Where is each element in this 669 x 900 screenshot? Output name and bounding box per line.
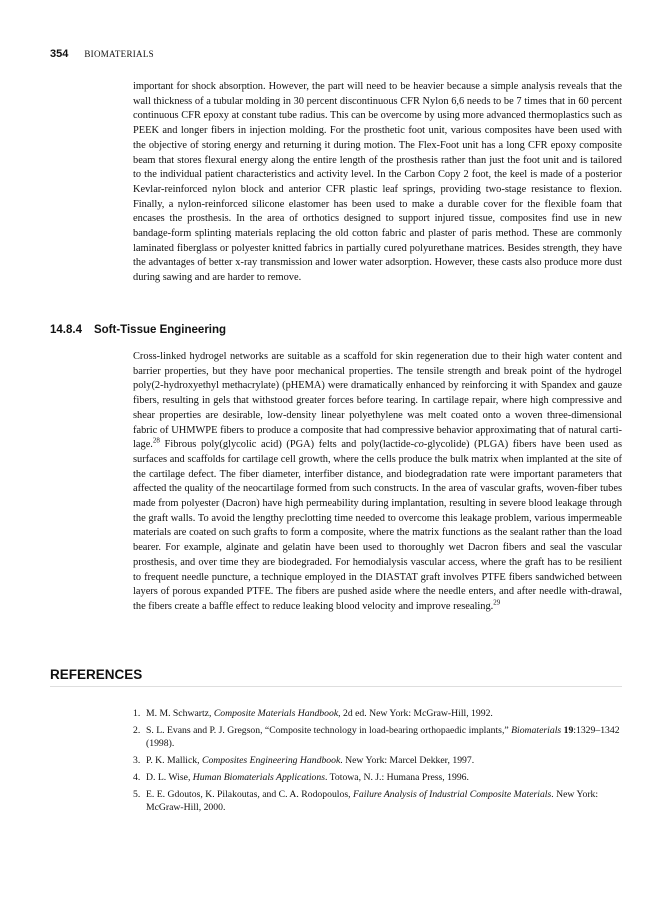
running-head: BIOMATERIALS (84, 49, 154, 59)
reference-item (133, 707, 622, 720)
section-number: 14.8.4 (50, 324, 82, 336)
reference-title: Failure Analysis of Industrial Composite Materials (352, 789, 552, 801)
reference-number: 1. (133, 708, 141, 719)
section-paragraph (133, 350, 622, 615)
reference-number: 5. (133, 789, 141, 801)
reference-list (133, 707, 622, 818)
reference-authors: E. E. Gdoutos, K. Pilakoutas, and C. A. Rodopoulos, (146, 789, 353, 801)
reference-title: Biomaterials (511, 724, 562, 736)
reference-details: . New York: McGraw-Hill, 2000. (146, 789, 599, 814)
paragraph-text-part2: Fibrous poly(glycolic acid) (PGA) felts and poly(lactide- (159, 439, 415, 451)
reference-number: 3. (133, 755, 141, 767)
reference-authors: D. L. Wise, (146, 772, 193, 784)
intro-paragraph: important for shock absorption. However, the part will need to be heavier because a simple analysis reveals that the wall thickness of a tubular molding in 30 percent discontinuous CFR Nylon 6,6 needs to be 7 times that in 60 percent continuous CFR epoxy at constant tube radius. This can be overcome by using more advanced thermoplastics such as PEEK and longer fibers in injection molding. For the prosthetic foot unit, various composites have been used with the objective of storing energy and returning it during motion. The Flex-Foot unit has a long CFR epoxy composite beam that stores flexural energy along the entire length of the prosthesis rather than just the foot unit and is tailored to the individual patient characteristics and activity level. In the Carbon Copy 2 foot, the keel is made of a posterior Kevlar-reinforced nylon block and anterior CFR plastic leaf springs, providing two-stage resistance to flexion. Finally, a nylon-reinforced silicone elastomer has been used to make a durable cover for the flexible foam that encases the prosthesis. In the area of orthotics designed to support injured tissue, composites find use in new bandage-form splinting materials replacing the old cotton fabric and plaster of paris method. These are commonly laminated fiberglass or polyester knitted fabrics in partially cured polyurethane matrices. Besides strength, they have the advantages of better x-ray transmission and lower water adsorption. However, these casts also produce more dust during sawing and are harder to remove. (133, 81, 622, 284)
reference-item (133, 788, 622, 815)
reference-item (133, 724, 622, 751)
reference-number: 4. (133, 772, 141, 784)
reference-title: Human Biomaterials Applications (192, 772, 326, 784)
italic-co: co (414, 439, 424, 451)
reference-item (133, 771, 622, 784)
reference-authors: M. M. Schwartz, (146, 708, 214, 719)
citation-29: 29 (493, 598, 501, 607)
reference-title: Composites Engineering Handbook (201, 755, 341, 767)
section-heading (50, 324, 226, 336)
reference-details: , 2d ed. New York: McGraw-Hill, 1992. (338, 708, 493, 719)
citation-28: 28 (152, 436, 160, 445)
reference-title: Composite Materials Handbook (213, 708, 339, 719)
reference-volume: 19 (563, 724, 574, 736)
reference-authors: P. K. Mallick, (146, 755, 202, 767)
reference-details: . Totowa, N. J.: Humana Press, 1996. (325, 772, 469, 784)
paragraph-text-part1: Cross-linked hydrogel networks are suitable as a scaffold for skin regeneration due to their high water content and barrier properties, but they have poor mechanical properties. The tensile strength and break point of the hydrogel poly(2-hydroxyethyl methacrylate) (pHEMA) were dramatically enhanced by reinforcing it with Spandex and gauze fibers, resulting in gels that withstood greater forces before tearing. In cartilage repair, where high compressive and shear properties are desirable, low-density linear polyethylene was melt coated onto a woven three-dimensional fabric of UHMWPE fibers to produce a composite that had compressive behavior approximating that of natural carti-lage. (133, 351, 622, 451)
section-title: Soft-Tissue Engineering (93, 324, 227, 336)
reference-details: . New York: Marcel Dekker, 1997. (340, 755, 475, 767)
reference-item (133, 754, 622, 767)
page-number: 354 (50, 48, 69, 60)
reference-number: 2. (133, 724, 141, 736)
reference-details: :1329–1342 (1998). (146, 724, 620, 750)
reference-authors: S. L. Evans and P. J. Gregson, “Composite technology in load-bearing orthopaedic implants,” (146, 724, 512, 736)
page-header (50, 44, 622, 60)
references-heading: REFERENCES (50, 667, 622, 687)
paragraph-text-part3: -glycolide) (PLGA) fibers have been used as surfaces and scaffolds for cartilage cell growth, where the cells produce the bulk matrix when implanted at the site of the cartilage defect. The fiber diameter, interfiber distance, and biodegradation rate were important parameters that affected the quality of the neocartilage formed from such constructs. In the area of vascular grafts, woven-fiber tubes made from polyester (Dacron) have high permeability during implantation, resulting in severe blood leakage through the graft walls. To avoid the lengthy preclotting time needed to overcome this leakage problem, various impermeable materials are coated on such grafts to form a composite, where the matrix functions as the sealant rather than the load bearer. For example, alginate and gelatin have been used to thoroughly wet Dacron fibers and seal the vascular prosthesis, and over time they are biodegraded. For hemodialysis vascular access, where the graft has to be resilient to frequent needle puncture, a technique employed in the DIASTAT graft involves PTFE fibers sandwiched between layers of porous expanded PTFE. The fibers are pushed aside where the needle enters, and after needle with-drawal, the fibers create a baffle effect to reduce leaking blood velocity and improve resealing. (133, 439, 622, 612)
